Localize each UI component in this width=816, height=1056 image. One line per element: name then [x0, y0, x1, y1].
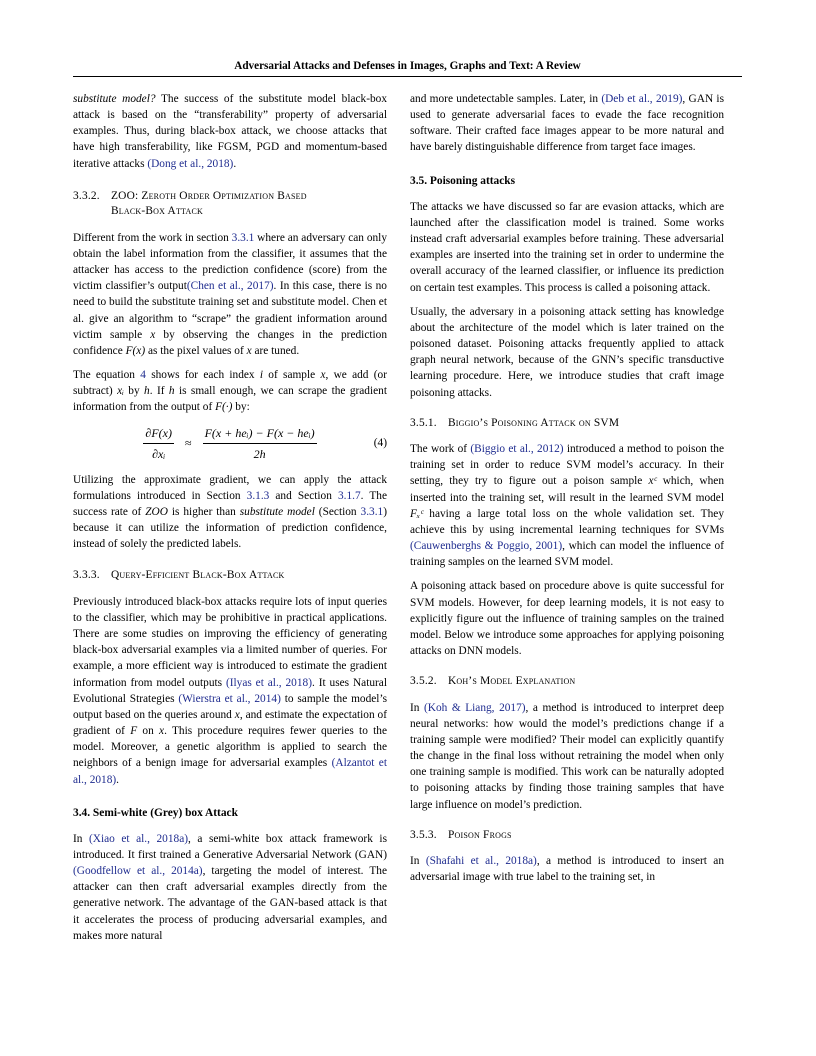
citation-link[interactable]: (Chen et al., 2017) — [186, 280, 274, 293]
equation-number: (4) — [373, 437, 387, 450]
section-ref-link[interactable]: 3.1.3 — [246, 489, 270, 502]
citation-link[interactable]: (Ilyas et al., 2018) — [225, 676, 312, 689]
equation-lhs: $\frac{\partial F(x)}{\text{∂xᵢ}}$ — [145, 425, 172, 461]
paragraph: The equation 4 shows for each index i of sample x, we add (or subtract) xᵢ by h. If h is small enough, we can scrape the gradient information from the output of F(·) by: — [73, 369, 387, 414]
section-heading-3-5-3: 3.5.3. Poison Frogs — [410, 828, 512, 841]
section-heading-3-5-1: 3.5.1. Biggio’s Poisoning Attack on SVM — [410, 416, 620, 429]
paragraph: The attacks we have discussed so far are evasion attacks, which are launched after the classification model is trained. Some works instead craft adversarial examples before training. These adversarial examples are inserted into the training set in order to undermine the overall accuracy of the learned classifier, or influence its prediction on certain test examples. This process is called a poisoning attack. — [410, 200, 724, 294]
citation-link[interactable]: (Goodfellow et al., 2014a) — [73, 865, 203, 878]
citation-link[interactable]: (Cauwenberghs & Poggio, 2001) — [410, 540, 563, 553]
emphasis: substitute model? — [73, 93, 156, 105]
section-heading-3-3-3: 3.3.3. Query-Efficient Black-Box Attack — [73, 569, 285, 582]
paragraph: The work of (Biggio et al., 2012) introduced a method to poison the training set in order to reduce SVM model’s accuracy. In their setting, they try to figure out a poison sample xᶜ which, when inserted into the training set, will result in the learned SVM model Fₓᶜ having a large total loss on the whole validation set. They achieve this by using incremental learning techniques for SVMs (Cauwenberghs & Poggio, 2001), which can model the influence of training samples on the learned SVM model. — [410, 443, 724, 569]
paragraph: Previously introduced black-box attacks require lots of input queries to the classifier, which may be prohibitive in practical applications. There are some studies on improving the efficiency of generating black-box adversarial examples via a limited number of queries. For example, a more efficient way is introduced to estimate the gradient information from model outputs (Ilyas et al., 2018). It uses Natural Evolutional Strategies (Wierstra et al., 2014) to sample the model’s output based on the queries around x, and estimate the expectation of gradient of F on x. This procedure requires fewer queries to the model. Moreover, a genetic algorithm is applied to search the neighbors of a benign image for adversarial examples (Alzantot et al., 2018). — [73, 595, 388, 786]
paragraph: substitute model? The success of the substitute model black-box attack is based on the “transferability” property of adversarial examples. Thus, during black-box attack, we choose attacks that have high transferability, like FGSM, PGD and momentum-based iterative attacks (Dong et al., 2018). — [73, 93, 388, 170]
equation-rhs: $\frac{\text{F(x + heᵢ) − F(x − heᵢ)}}{2h}$ — [204, 425, 315, 461]
paragraph: Different from the work in section 3.3.1 where an adversary can only obtain the label information from the classifier, it assumes that the attacker has access to the prediction confidence (score) from the victim classifier’s output(Chen et al., 2017). In this case, there is no need to build the substitute training set and substitute model. Chen et al. give an algorithm to “scrape” the gradient information around victim sample x by observing the changes in the prediction confidence F(x) as the pixel values of x are tuned. — [73, 231, 388, 357]
running-header: Adversarial Attacks and Defenses in Images, Graphs and Text: A Review — [234, 60, 581, 72]
left-column — [73, 91, 387, 952]
paragraph: Utilizing the approximate gradient, we can apply the attack formulations introduced in Section 3.1.3 and Section 3.1.7. The success rate of ZOO is higher than substitute model (Section 3.3.1) because it can utilize the information of prediction confidence, instead of solely the predicted labels. — [73, 473, 387, 551]
citation-link[interactable]: (Koh & Liang, 2017) — [424, 701, 526, 714]
citation-link[interactable]: (Wierstra et al., 2014) — [178, 692, 281, 705]
section-ref-link[interactable]: 3.3.1 — [360, 505, 384, 518]
section-heading-3-5: 3.5. Poisoning attacks — [410, 174, 516, 187]
paragraph: In (Koh & Liang, 2017), a method is introduced to interpret deep neural networks: how would the model’s predictions change if a training sample were modified? Their model can explicitly quantify the change in the final loss without retraining the model when only one training sample is modified. This work can be naturally adopted to poisoning attacks by finding those training samples that have large influence on model’s prediction. — [410, 701, 724, 811]
citation-link[interactable]: (Biggio et al., 2012) — [470, 443, 564, 456]
citation-link[interactable]: (Xiao et al., 2018a) — [89, 832, 189, 845]
header-rule — [73, 76, 742, 77]
section-heading-3-5-2: 3.5.2. Koh’s Model Explanation — [410, 675, 576, 688]
right-column — [410, 91, 724, 894]
citation-link[interactable]: (Deb et al., 2019) — [601, 93, 683, 105]
paragraph: A poisoning attack based on procedure above is quite successful for SVM models. However, for deep learning models, it is not easy to explicitly figure out the influence of training samples on the trained model. Below we introduce some approaches for applying poisoning attacks on DNN models. — [410, 580, 724, 658]
section-heading-3-3-2: 3.3.2. ZOO: Zeroth Order Optimization Based Black-Box Attack — [73, 189, 307, 218]
citation-link[interactable]: (Dong et al., 2018) — [147, 157, 234, 170]
section-heading-3-4: 3.4. Semi-white (Grey) box Attack — [73, 806, 238, 819]
equation-ref-link[interactable]: 4 — [140, 369, 146, 382]
paragraph: In (Xiao et al., 2018a), a semi-white box attack framework is introduced. It first trained a Generative Adversarial Network (GAN) (Goodfellow et al., 2014a), targeting the model of interest. The attacker can then craft adversarial examples directly from the generative network. The advantage of the GAN-based attack is that it accelerates the process of producing adversarial examples, and makes more natural — [73, 832, 387, 942]
equation-4: $\frac{\partial F(x)}{\text{∂xᵢ}}$ ≈ $\frac{\text{F(x + heᵢ) − F(x − heᵢ)}}{2h}$ (4) — [145, 425, 387, 461]
paragraph: and more undetectable samples. Later, in (Deb et al., 2019), GAN is used to generate adversarial faces to evade the face recognition software. Their crafted face images appear to be more natural and have barely distinguishable difference from target face images. — [410, 93, 724, 154]
section-ref-link[interactable]: 3.1.7 — [337, 489, 361, 502]
citation-link[interactable]: (Alzantot et al., 2018) — [73, 757, 387, 786]
paragraph: In (Shafahi et al., 2018a), a method is introduced to insert an adversarial image with true label to the training set, in — [410, 855, 725, 884]
section-ref-link[interactable]: 3.3.1 — [231, 231, 255, 244]
paragraph: Usually, the adversary in a poisoning attack setting has knowledge about the architecture of the model which is later trained on the poisoned dataset. Poisoning attacks frequently applied to attack graph neural network, because of the GNN’s specific transductive learning procedure. Here, we introduce studies that craft image poisoning attacks. — [410, 305, 724, 399]
citation-link[interactable]: (Shafahi et al., 2018a) — [425, 855, 537, 868]
